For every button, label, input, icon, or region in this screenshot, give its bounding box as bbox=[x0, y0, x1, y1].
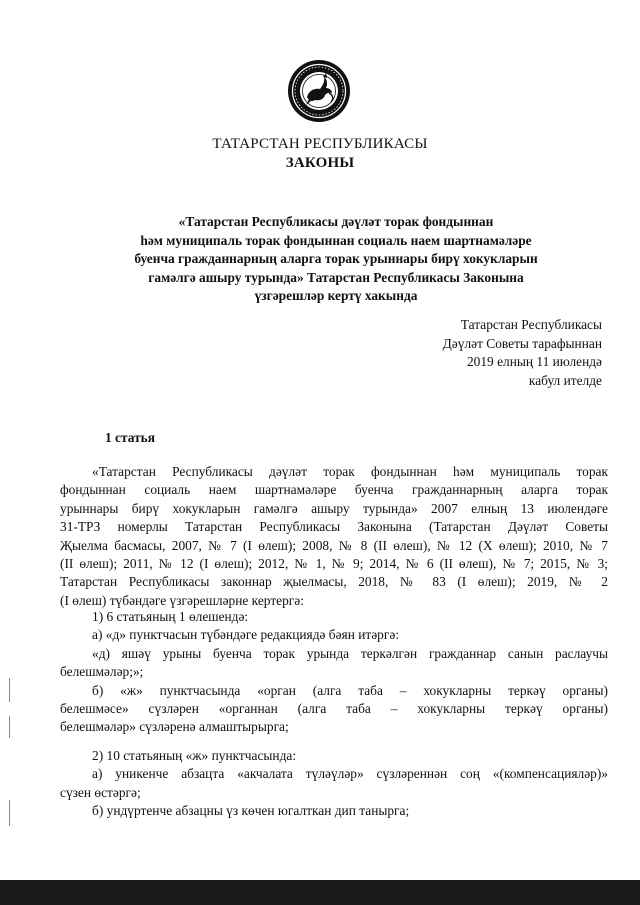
scan-edge-mark bbox=[9, 678, 10, 702]
law-title: ЗАКОНЫ bbox=[285, 155, 355, 171]
paragraph-line: (II өлеш); 2011, № 12 (I өлеш); 2012, № 1, № 9; 2014, № 6 (II өлеш), № 7; 2015, № 3; bbox=[60, 555, 608, 571]
amendment-item-2 bbox=[60, 747, 608, 821]
paragraph-line: б) ундүртенче абзацны үз көчен югалткан дип танырга; bbox=[92, 803, 410, 819]
paragraph-line: белешмәсе» сүзләрен «органнан (алга таба – хокукларны теркәү органы) bbox=[60, 700, 608, 716]
adoption-line: Дәүләт Советы тарафыннан bbox=[442, 335, 602, 351]
article-heading: 1 статья bbox=[105, 430, 155, 445]
paragraph-line: Татарстан Республикасы законнар җыелмасы, 2018, № 83 (I өлеш); 2019, № 2 bbox=[60, 574, 608, 590]
republic-title: ТАТАРСТАН РЕСПУБЛИКАСЫ bbox=[212, 136, 428, 152]
adoption-line: Татарстан Республикасы bbox=[460, 317, 602, 332]
adoption-line: 2019 елның 11 июлендә bbox=[466, 354, 602, 370]
subject-line: гамәлгә ашыру турында» Татарстан Республикасы Законына bbox=[148, 269, 524, 285]
subject-line: «Татарстан Республикасы дәүләт торак фондыннан bbox=[178, 214, 494, 229]
law-subject bbox=[105, 213, 567, 306]
paragraph-line: «Татарстан Республикасы дәүләт торак фондыннан һәм муниципаль торак bbox=[92, 464, 608, 479]
paragraph-line: а) «д» пунктчасын түбәндәге редакциядә бәян итәргә: bbox=[92, 627, 400, 643]
subject-line: һәм муниципаль торак фондыннан социаль наем шартнамәләре bbox=[140, 232, 532, 248]
paragraph-line: 31-ТРЗ номерлы Татарстан Республикасы Законына (Татарстан Дәүләт Советы bbox=[60, 519, 608, 535]
scan-bottom-border bbox=[0, 880, 640, 905]
paragraph-line: фондыннан социаль наем шартнамәләре буенча гражданнарның аларга торак bbox=[60, 482, 608, 498]
article-paragraph bbox=[60, 463, 608, 610]
adoption-note bbox=[443, 316, 602, 390]
tatarstan-coat-of-arms-icon bbox=[287, 59, 351, 123]
subject-line: буенча гражданнарның аларга торак урыннары бирү хокукларын bbox=[134, 251, 538, 266]
scan-edge-mark bbox=[9, 800, 10, 826]
adoption-line: кабул ителде bbox=[528, 372, 602, 388]
paragraph-line: белешмәләр» сүзләренә алмаштырырга; bbox=[60, 719, 289, 735]
paragraph-line: 1) 6 статьяның 1 өлешендә: bbox=[92, 609, 249, 624]
paragraph-line: «д) яшәү урыны буенча торак урында теркәлгән гражданнар санын раслаучы bbox=[92, 645, 608, 661]
paragraph-line: урыннары бирү хокукларын гамәлгә ашыру турында» 2007 елның 13 июлендәге bbox=[60, 500, 608, 516]
paragraph-line: белешмәләр;»; bbox=[60, 664, 144, 680]
amendment-item-1 bbox=[60, 608, 608, 737]
paragraph-line: а) уникенче абзацта «акчалата түләүләр» сүзләреннән соң «(компенсацияләр)» bbox=[92, 766, 608, 782]
scan-edge-mark bbox=[9, 716, 10, 738]
paragraph-line: 2) 10 статьяның «ж» пунктчасында: bbox=[92, 748, 297, 763]
paragraph-line: (I өлеш) түбәндәге үзгәрешләрне кертергә: bbox=[60, 592, 304, 608]
paragraph-line: б) «ж» пунктчасында «орган (алга таба – хокукларны теркәү органы) bbox=[92, 682, 608, 698]
paragraph-line: сүзен өстәргә; bbox=[60, 784, 141, 800]
paragraph-line: Җыелма басмасы, 2007, № 7 (I өлеш); 2008, № 8 (II өлеш), № 12 (X өлеш); 2010, № 7 bbox=[60, 537, 608, 553]
subject-line: үзгәрешләр кертү хакында bbox=[254, 288, 418, 303]
